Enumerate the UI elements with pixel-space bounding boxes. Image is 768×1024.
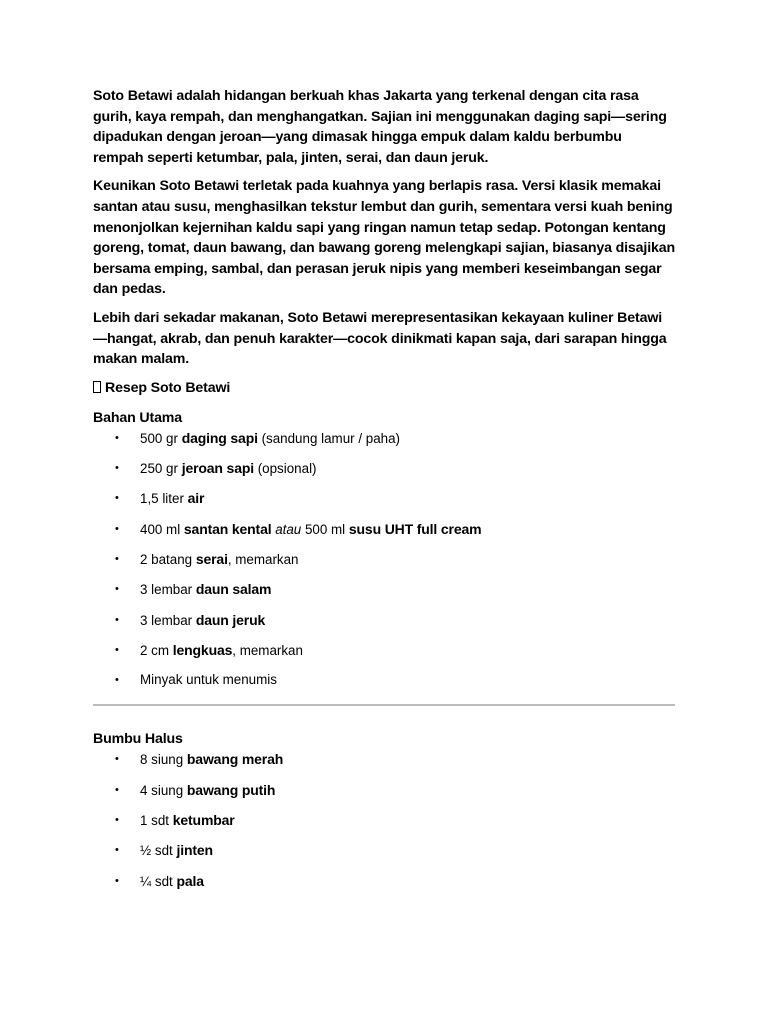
bullet-icon: •	[115, 492, 119, 505]
bullet-icon: •	[115, 643, 119, 656]
list-item: • 500 gr daging sapi (sandung lamur / paha)	[115, 429, 401, 446]
bumbu-halus-list	[93, 749, 675, 900]
section-divider	[93, 704, 675, 706]
description-paragraph: Keunikan Soto Betawi terletak pada kuahnya yang berlapis rasa. Versi klasik memakai santan atau susu, menghasilkan tekstur lembut dan gurih, sementara versi kuah bening menonjolkan kejernihan kaldu sapi yang ringan namun tetap sedap. Potongan kentang goreng, tomat, daun bawang, dan bawang goreng melengkapi sajian, biasanya disajikan bersama emping, sambal, dan perasan jeruk nipis yang memberi keseimbangan segar dan pedas.	[93, 178, 675, 298]
list-item: • ½ sdt jinten	[115, 842, 213, 859]
bullet-icon: •	[115, 431, 119, 444]
list-item: • 3 lembar daun jeruk	[115, 611, 266, 628]
bullet-icon: •	[115, 753, 119, 766]
bahan-utama-heading: Bahan Utama	[93, 409, 183, 426]
list-item: • 250 gr jeroan sapi (opsional)	[115, 460, 317, 477]
list-item: • 3 lembar daun salam	[115, 581, 272, 598]
recipe-title: Resep Soto Betawi	[105, 379, 231, 396]
bullet-icon: •	[115, 783, 119, 796]
document-body	[93, 86, 675, 901]
bullet-icon: •	[115, 813, 119, 826]
bahan-utama-list	[93, 428, 675, 701]
intro-paragraph: Soto Betawi adalah hidangan berkuah khas Jakarta yang terkenal dengan cita rasa gurih, kaya rempah, dan menghangatkan. Sajian ini menggunakan daging sapi—sering dipadukan dengan jeroan—yang dimasak hingga empuk dalam kaldu berbumbu rempah seperti ketumbar, pala, jinten, serai, dan daun jeruk.	[93, 88, 667, 166]
list-item: • 1,5 liter air	[115, 490, 205, 507]
bullet-icon: •	[115, 583, 119, 596]
list-item: • 2 cm lengkuas, memarkan	[115, 641, 303, 658]
list-item: • 4 siung bawang putih	[115, 781, 276, 798]
list-item: • 1 sdt ketumbar	[115, 811, 235, 828]
bullet-icon: •	[115, 552, 119, 565]
missing-glyph-icon	[93, 381, 101, 393]
bumbu-halus-heading: Bumbu Halus	[93, 731, 183, 748]
list-item: • 2 batang serai, memarkan	[115, 550, 299, 567]
closing-paragraph: Lebih dari sekadar makanan, Soto Betawi merepresentasikan kekayaan kuliner Betawi—hangat, akrab, dan penuh karakter—cocok dinikmati kapan saja, dari sarapan hingga makan malam.	[93, 309, 667, 368]
list-item: • Minyak untuk menumis	[93, 670, 675, 700]
bullet-icon: •	[115, 522, 119, 535]
bullet-icon: •	[115, 874, 119, 887]
bullet-icon: •	[115, 674, 119, 687]
bullet-icon: •	[115, 844, 119, 857]
bullet-icon: •	[115, 613, 119, 626]
recipe-heading	[93, 378, 675, 398]
list-item: • 400 ml santan kental atau 500 ml susu UHT full cream	[115, 520, 482, 537]
list-item: • 8 siung bawang merah	[115, 751, 284, 768]
bullet-icon: •	[115, 462, 119, 475]
list-item: • ¼ sdt pala	[115, 872, 204, 889]
